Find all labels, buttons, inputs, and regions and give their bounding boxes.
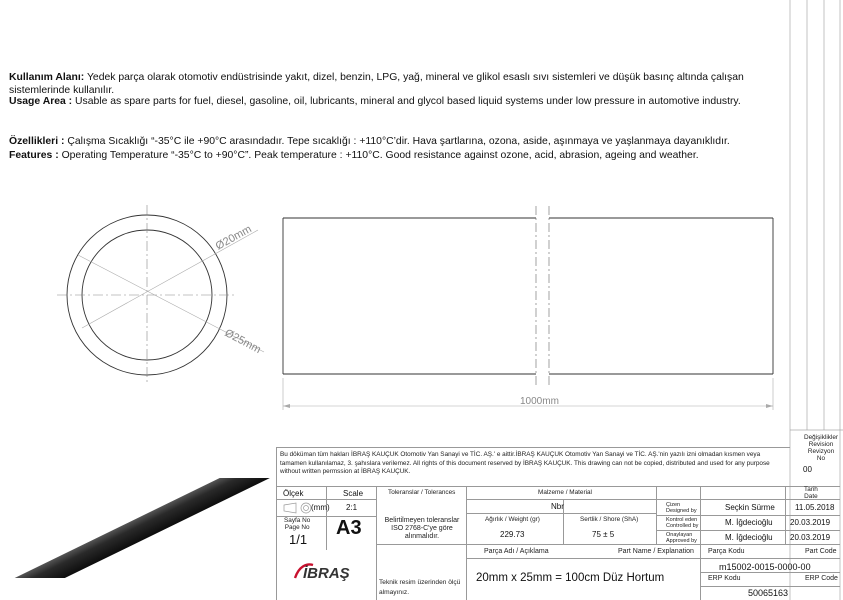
- approved-by-header: [666, 532, 697, 544]
- controller-name: M. İğdecioğlu: [725, 518, 773, 527]
- approved-by-en: Approved by: [666, 538, 697, 544]
- sheet-size: A3: [336, 517, 362, 539]
- controlled-by-tr: Kontrol eden: [666, 517, 698, 523]
- material-label: Malzeme / Material: [538, 489, 592, 496]
- revision-value: 00: [803, 465, 812, 474]
- weight-label: Ağırlık / Weight (gr): [485, 516, 540, 523]
- page-value: 1/1: [289, 532, 308, 547]
- erp-code-label-tr: ERP Kodu: [708, 575, 741, 582]
- features-text-tr: Çalışma Sıcaklığı “-35°C ile +90°C arasındadır. Tepe sıcaklığı : +110°C’dir. Hava şartlarına, ozona, aside, aşınmaya ve yaşlanmaya dayanıklıdır.: [67, 136, 730, 147]
- revision-header: [803, 434, 839, 462]
- erp-code-value: 50065163: [748, 588, 789, 598]
- material-value: Nbr: [551, 502, 564, 511]
- hardness-label: Sertlik / Shore (ShA): [580, 516, 639, 523]
- copyright-notice-en: All rights of this document reserved by İBRAŞ KAUÇUK. This drawing can not be copied, distributed and used for any purpose without written permssion at İBRAŞ KAUÇUK.: [280, 459, 770, 475]
- copyright-notice: [280, 451, 786, 477]
- ibras-logo-mark-icon: [291, 560, 361, 582]
- revision-label-tr: Değişiklikler: [803, 434, 839, 441]
- approver-date: 20.03.2019: [790, 533, 831, 542]
- revision-no-en: No: [816, 455, 826, 462]
- ibras-logo: [291, 560, 361, 587]
- features-text-en: Operating Temperature “-35°C to +90°C”. Peak temperature : +110°C. Good resistance against ozone, acid, abrasion, ageing and weather.: [61, 150, 699, 161]
- controller-date: 20.03.2019: [790, 518, 831, 527]
- tolerance-text: Belirtilmeyen toleranslar ISO 2768-C'ye göre alınmalıdır.: [384, 517, 460, 540]
- part-name-label-tr: Parça Adı / Açıklama: [484, 548, 549, 555]
- designed-by-tr: Çizen: [666, 502, 681, 508]
- usage-text-en: Usable as spare parts for fuel, diesel, gasoline, oil, lubricants, mineral and glycol based liquid systems under low pressure in automotive industry.: [75, 96, 741, 107]
- scale-value: 2:1: [346, 503, 358, 512]
- erp-code-label-en: ERP Code: [805, 575, 838, 582]
- part-code-value: m15002-0015-0000-00: [719, 562, 811, 572]
- hardness-value: 75 ± 5: [592, 530, 615, 539]
- projection-label: Ölçek: [283, 489, 304, 498]
- part-name-label-en: Part Name / Explanation: [618, 548, 694, 555]
- inner-diameter-label: Ø20mm: [213, 223, 254, 253]
- logo-text: İBRAŞ: [303, 565, 350, 582]
- revision-no-tr: Revizyon: [807, 448, 835, 455]
- designed-by-header: [666, 502, 697, 514]
- scale-label: Scale: [343, 489, 364, 498]
- part-code-label-tr: Parça Kodu: [708, 548, 745, 555]
- tolerance-label: Toleranslar / Tolerances: [388, 489, 456, 496]
- length-dimension-label: 1000mm: [520, 396, 559, 407]
- features-label-tr: Özellikleri :: [9, 136, 65, 147]
- usage-label-tr: Kullanım Alanı:: [9, 72, 85, 83]
- measurement-note: Teknik resim üzerinden ölçü almayınız.: [379, 579, 461, 596]
- date-header-tr: Tarih: [804, 486, 818, 493]
- weight-value: 229.73: [500, 530, 525, 539]
- usage-label-en: Usage Area :: [9, 96, 73, 107]
- part-name-value: 20mm x 25mm = 100cm Düz Hortum: [476, 572, 665, 584]
- designer-name: Seçkin Sürme: [725, 503, 775, 512]
- page-no-en: Page No: [284, 524, 310, 531]
- revision-label-en: Revision: [808, 441, 834, 448]
- unit-label: (mm): [311, 503, 330, 512]
- date-header: [804, 486, 818, 500]
- hose-product-image: [0, 478, 276, 578]
- part-code-label-en: Part Code: [805, 548, 837, 555]
- usage-text-tr: Yedek parça olarak otomotiv endüstrisinde yakıt, dizel, benzin, LPG, yağ, mineral ve glikol esaslı sıvı sistemleri ve düşük basınç altında çalışan sistemlerinde kullanılır.: [9, 72, 744, 96]
- features-label-en: Features :: [9, 150, 59, 161]
- hose-side-view: [283, 206, 773, 410]
- designed-by-en: Designed by: [666, 508, 697, 514]
- page-no-tr: Sayfa No: [284, 517, 311, 524]
- controlled-by-en: Controlled by: [666, 523, 699, 529]
- approver-name: M. İğdecioğlu: [725, 533, 773, 542]
- outer-diameter-label: Ø25mm: [222, 327, 263, 357]
- approved-by-tr: Onaylayan: [666, 532, 693, 538]
- designer-date: 11.05.2018: [795, 503, 835, 512]
- date-header-en: Date: [804, 493, 818, 500]
- controlled-by-header: [666, 517, 698, 529]
- page-no-header: [284, 517, 310, 531]
- copyright-notice-tr: Bu döküman tüm hakları İBRAŞ KAUÇUK Otomotiv Yan Sanayi ve TİC. AŞ.' e aittir.İBRAŞ KAUÇUK Otomotiv Yan Sanayi ve TİC. AŞ.'nin yazılı izni olmadan kısmen veya tamamen kullanılamaz, 3. şahıslara verilemez.: [280, 451, 761, 467]
